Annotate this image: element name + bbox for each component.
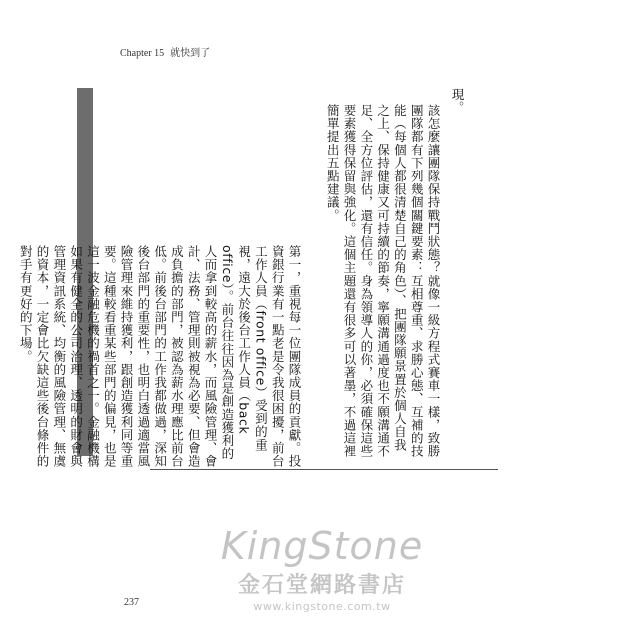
watermark-brand: KingStone <box>220 524 424 568</box>
watermark-url: www.kingstone.com.tw <box>253 600 391 613</box>
paragraph-1: 該怎麼讓團隊保持戰鬥狀態？就像一級方程式賽車一樣，致勝團隊都有下列幾個關鍵要素：互相尊重、求勝心態、互補的技能（每個人都很清楚自己的角色）、把團隊願景置於個人自我之上、保持健康又可持續的節奏，寧願溝通過度也不願溝通不足、全方位評估，還有信任。身為領導人的你，必須確保這些要素獲得保留與強化。這個主題還有很多可以著墨，不過這裡簡單提出五點建議。 <box>325 104 441 458</box>
running-head <box>120 44 210 59</box>
chapter-label: Chapter 15 <box>120 48 165 59</box>
continuation-text: 現。 <box>450 88 465 115</box>
paragraph-2: 第一，重視每一位團隊成員的貢獻。投資銀行業有一點老是令我很困擾，前台工作人員（front office）受到的重視，遠大於後台工作人員（back office）。前台往往因為是創造獲利的人而拿到較高的薪水，而風險管理、會計、法務、管理則被視為必要、但會造成負擔的部門，被認為薪水理應比前台低。前後台部門的工作我都做過，深知後台部門的重要性，也明白透過適當風險管理來維持獲利，跟創造獲利同等重要。這種較看重某些部門的偏見，也是這一波金融危機的禍首之一。金融機構如果有健全的公司治理、透明的財會與管理資訊系統、均衡的風險管理、無虞的資本，一定會比欠缺這些後台條件的對手有更好的下場。 <box>18 245 302 468</box>
chapter-title: 就快到了 <box>170 48 211 59</box>
page-number: 237 <box>124 597 139 608</box>
watermark <box>202 526 442 613</box>
page-rule <box>150 469 498 470</box>
watermark-brand-cn: 金石堂網路書店 <box>237 572 406 598</box>
